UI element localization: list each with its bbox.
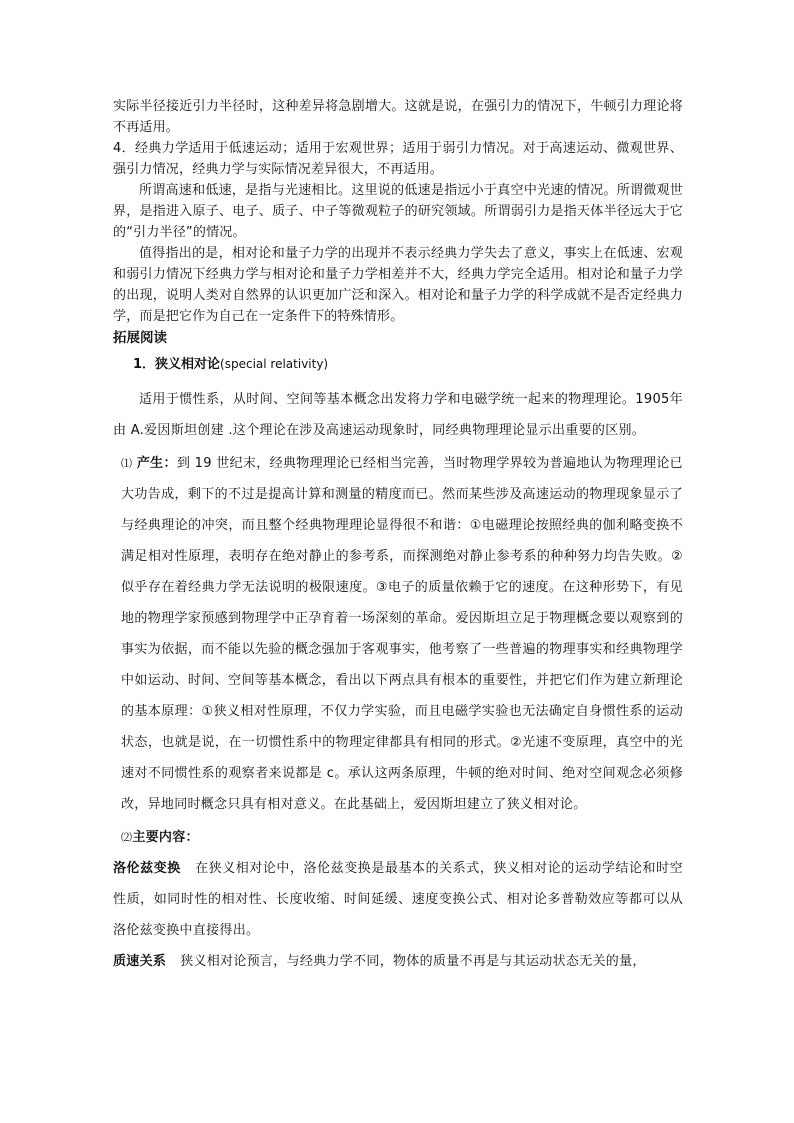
origin-label: 产生 [136,456,164,471]
origin-number: ⑴ [121,457,133,470]
special-relativity-title [113,351,683,378]
paragraph-applicability: 4．经典力学适用于低速运动；适用于宏观世界；适用于弱引力情况。对于高速运动、微观世界、强引力情况，经典力学与实际情况差异很大，不再适用。 [113,141,683,177]
paragraph-definitions: 所谓高速和低速，是指与光速相比。这里说的低速是指远小于真空中光速的情况。所谓微观世界，是指进入原子、电子、质子、中子等微观粒子的研究领域。所谓弱引力是指天体半径远大于它的“引力半径”的情况。 [113,183,683,240]
main-content-heading [113,822,683,853]
origin-text: 到 19 世纪末，经典物理理论已经相当完善，当时物理学界较为普遍地认为物理理论已大功告成，剩下的不过是提高计算和测量的精度而已。然而某些涉及高速运动的物理现象显示了与经典理论的冲突，而且整个经典物理理论显得很不和谐：①电磁理论按照经典的伽利略变换不满足相对性原理，表明存在绝对静止的参考系，而探测绝对静止参考系的种种努力均告失败。②似乎存在着经典力学无法说明的极限速度。③电子的质量依赖于它的速度。在这种形势下，有见地的物理学家预感到物理学中正孕育着一场深刻的革命。爱因斯坦立足于物理概念要以观察到的事实为依据，而不能以先验的概念强加于客观事实，他考察了一些普遍的物理事实和经典物理学中如运动、时间、空间等基本概念，看出以下两点具有根本的重要性，并把它们作为建立新理论的基本原理：①狭义相对性原理，不仅力学实验，而且电磁学实验也无法确定自身惯性系的运动状态，也就是说，在一切惯性系中的物理定律都具有相同的形式。②光速不变原理，真空中的光速对不同惯性系的观察者来说都是 c。承认这两条原理，牛顿的绝对时间、绝对空间观念必须修改，异地同时概念只具有相对意义。在此基础上，爱因斯坦建立了狭义相对论。 [121,456,683,812]
lorentz-text: 在狭义相对论中，洛伦兹变换是最基本的关系式，狭义相对论的运动学结论和时空性质，如同时性的相对性、长度收缩、时间延缓、速度变换公式、相对论多普勒效应等都可以从洛伦兹变换中直接得出。 [113,861,683,938]
relativity-intro: 适用于惯性系，从时间、空间等基本概念出发将力学和电磁学统一起来的物理理论。1905年由 A.爱因斯坦创建 .这个理论在涉及高速运动现象时，同经典物理理论显示出重要的区别。 [113,392,683,438]
special-relativity-title-en: (special relativity) [220,357,329,371]
document-page [113,96,683,977]
lorentz-term: 洛伦兹变换 [113,861,181,876]
origin-separator: ： [163,456,177,471]
lorentz-paragraph [113,853,683,946]
origin-paragraph [113,448,683,820]
paragraph-strong-gravity: 实际半径接近引力半径时，这种差异将急剧增大。这就是说，在强引力的情况下，牛顿引力理论将不再适用。 [113,99,683,135]
main-content-number: ⑵ [121,831,133,844]
special-relativity-title-cn: 1．狭义相对论 [133,357,221,372]
mass-velocity-text: 狭义相对论预言，与经典力学不同，物体的质量不再是与其运动状态无关的量， [180,954,646,969]
mass-velocity-term: 质速关系 [113,954,167,969]
main-content-label: 主要内容： [132,830,199,845]
mass-velocity-paragraph [113,946,683,977]
paragraph-significance: 值得指出的是，相对论和量子力学的出现并不表示经典力学失去了意义，事实上在低速、宏观和弱引力情况下经典力学与相对论和量子力学相差并不大，经典力学完全适用。相对论和量子力学的出现，说明人类对自然界的认识更加广泛和深入。相对论和量子力学的科学成就不是否定经典力学，而是把它作为自己在一定条件下的特殊情形。 [113,246,683,324]
extended-reading-heading: 拓展阅读 [113,330,167,346]
